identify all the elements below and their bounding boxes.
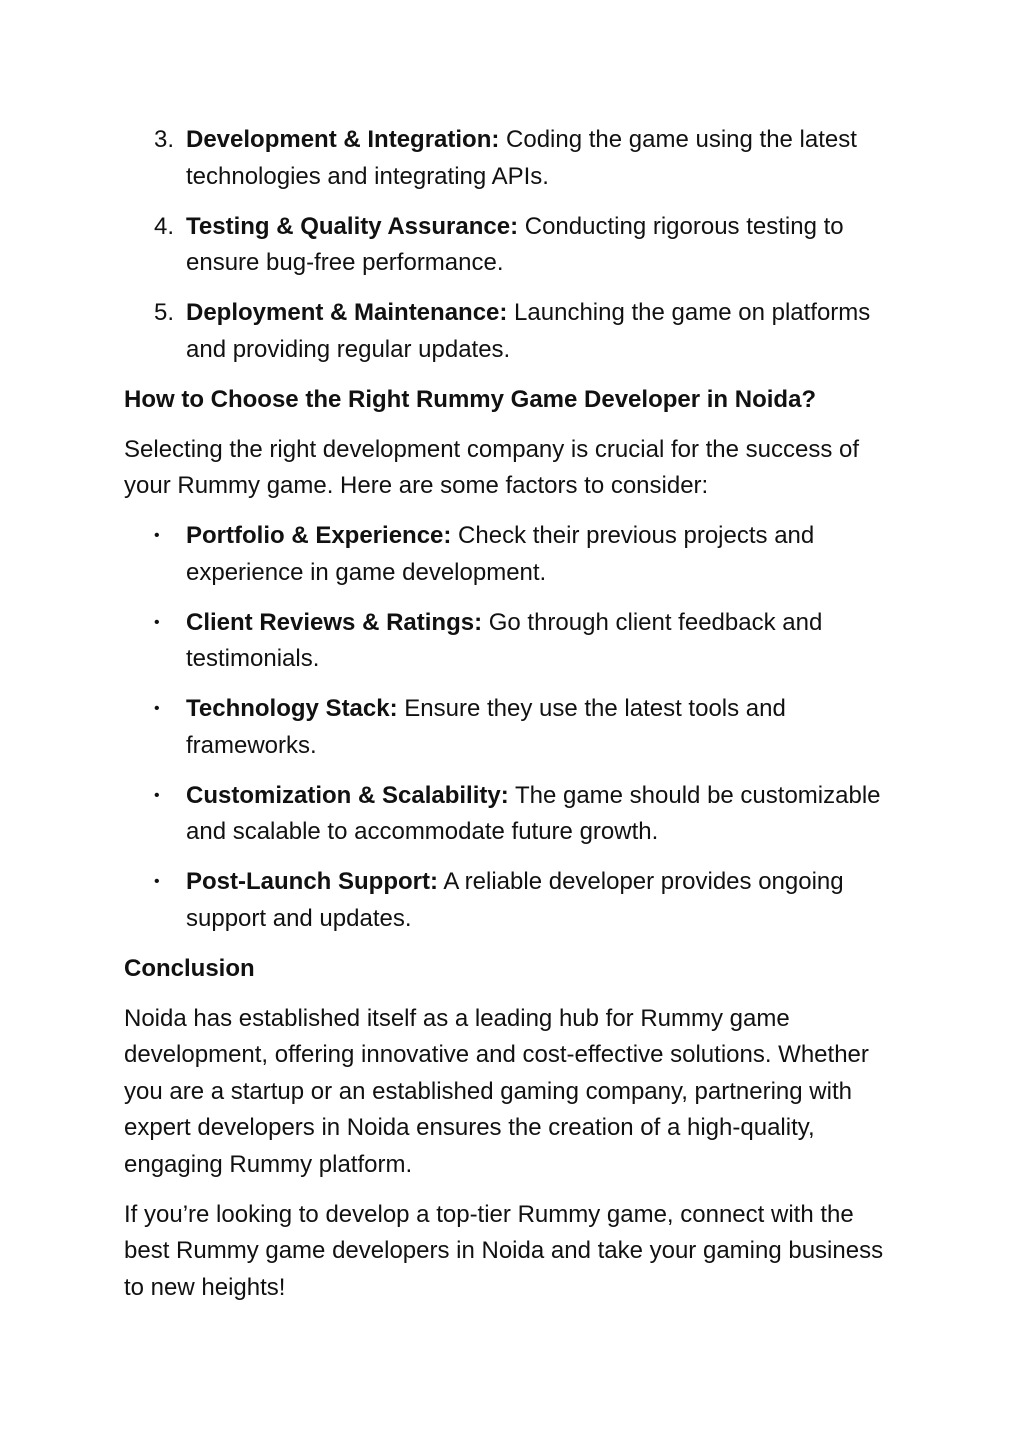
list-item (124, 122, 904, 195)
section-heading: How to Choose the Right Rummy Game Developer in Noida? (124, 385, 817, 413)
list-term: Testing & Quality Assurance: (186, 212, 519, 240)
list-item (124, 295, 904, 368)
list-item (124, 691, 904, 764)
bullet-glyph: • (154, 786, 160, 804)
list-text: Ensure they use the latest tools and frameworks. (186, 695, 786, 759)
list-item (124, 864, 904, 937)
bullet-glyph: • (154, 527, 160, 544)
list-item (124, 209, 904, 282)
bullet-glyph: • (154, 700, 160, 717)
list-text: Go through client feedback and testimonials. (186, 608, 823, 672)
list-text: A reliable developer provides ongoing support and updates. (186, 868, 844, 932)
list-item (124, 605, 904, 678)
paragraph: If you’re looking to develop a top-tier Rummy game, connect with the best Rummy game developers in Noida and take your gaming business to new heights! (124, 1200, 884, 1301)
list-text: Coding the game using the latest technologies and integrating APIs. (186, 126, 857, 190)
bullet-glyph: • (154, 873, 160, 890)
list-number: 5. (154, 299, 175, 326)
conclusion-heading: Conclusion (124, 954, 255, 982)
document-page (124, 122, 904, 1320)
list-item (124, 778, 904, 851)
list-number: 4. (154, 212, 175, 240)
bullet-list (124, 518, 904, 937)
list-text: Check their previous projects and experience in game development. (186, 522, 815, 586)
list-term: Customization & Scalability: (186, 781, 509, 809)
list-text: The game should be customizable and scalable to accommodate future growth. (186, 781, 881, 845)
list-item (124, 518, 904, 591)
list-term: Client Reviews & Ratings: (186, 608, 483, 636)
list-number: 3. (154, 126, 175, 153)
list-term: Development & Integration: (186, 126, 500, 153)
list-text: Launching the game on platforms and providing regular updates. (186, 299, 871, 363)
bullet-glyph: • (154, 613, 160, 631)
list-term: Portfolio & Experience: (186, 522, 452, 549)
list-term: Technology Stack: (186, 695, 398, 722)
paragraph: Selecting the right development company is crucial for the success of your Rummy game. Here are some factors to consider: (124, 435, 860, 499)
list-term: Post-Launch Support: (186, 868, 438, 895)
list-term: Deployment & Maintenance: (186, 299, 508, 326)
paragraph: Noida has established itself as a leading hub for Rummy game development, offering innovative and cost-effective solutions. Whether you are a startup or an established gaming company, partnering with expert developers in Noida ensures the creation of a high-quality, engaging Rummy platform. (124, 1004, 869, 1178)
list-text: Conducting rigorous testing to ensure bug-free performance. (186, 212, 844, 276)
numbered-list (124, 122, 904, 368)
